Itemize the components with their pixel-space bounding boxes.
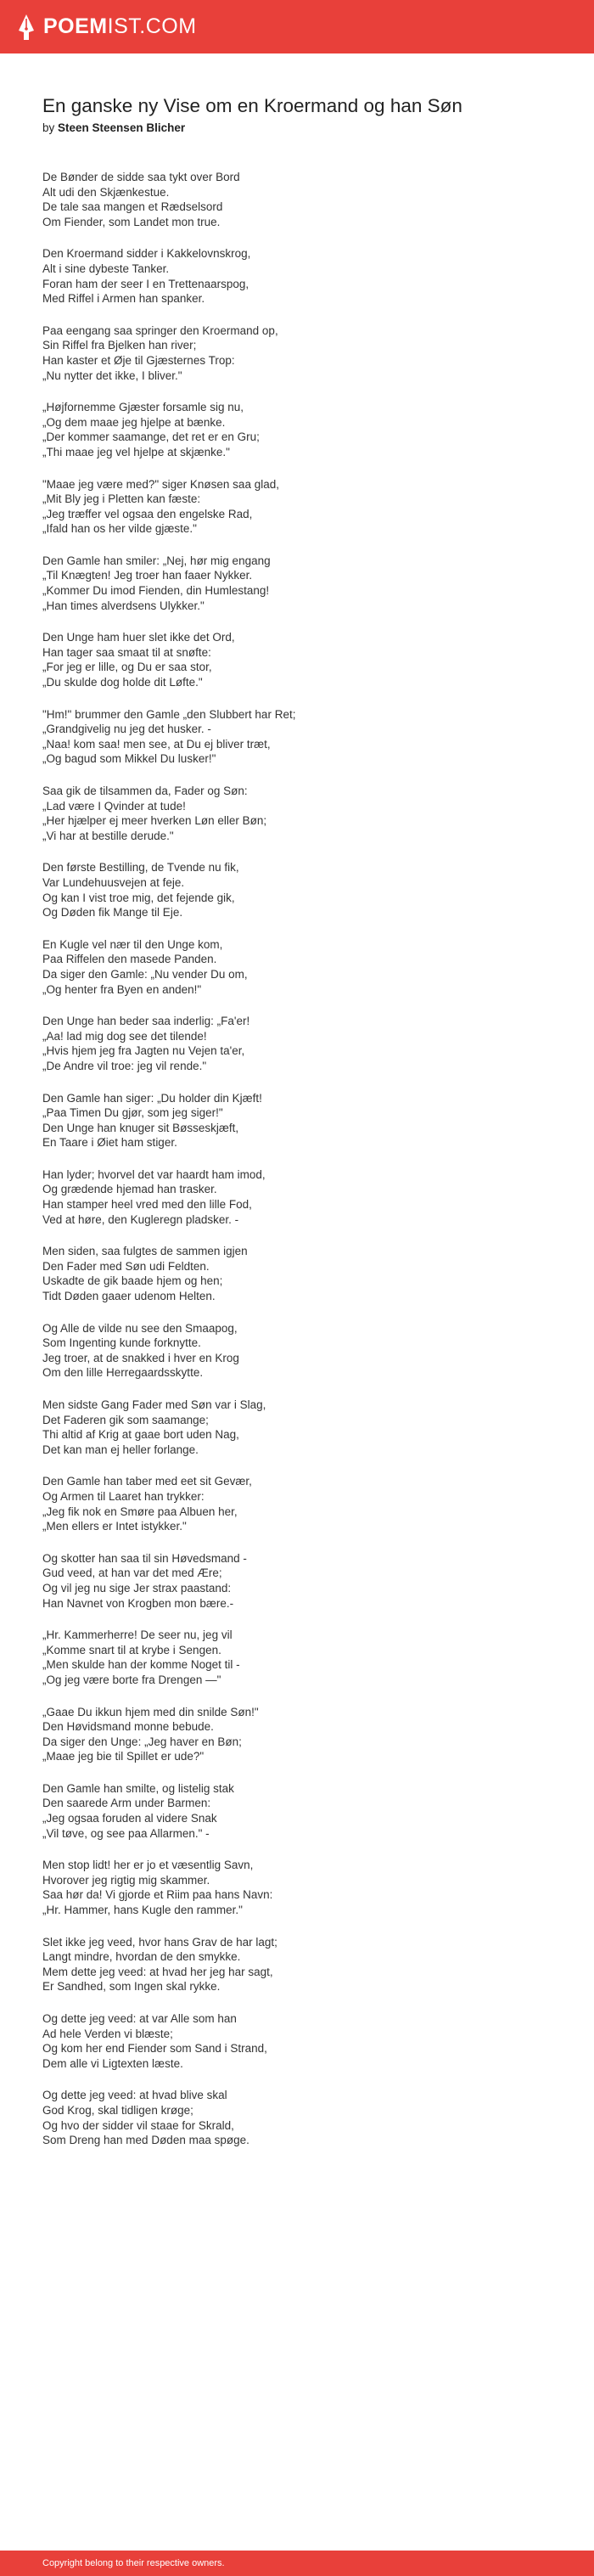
poem-line: „Jeg træffer vel ogsaa den engelske Rad,: [42, 507, 253, 520]
poem-line: En Taare i Øiet ham stiger.: [42, 1136, 177, 1150]
poem-line: Alt i sine dybeste Tanker.: [42, 262, 170, 275]
poem-line: Om den lille Herregaardsskytte.: [42, 1366, 204, 1380]
fountain-pen-nib-icon: [17, 14, 36, 41]
poem-line: Og Døden fik Mange til Eje.: [42, 906, 183, 920]
poem-stanza: [42, 1091, 560, 1150]
poem-line: Den saarede Arm under Barmen:: [42, 1797, 211, 1810]
poem-title: En ganske ny Vise om en Kroermand og han Søn: [42, 95, 462, 116]
poem-author: Steen Steensen Blicher: [58, 121, 186, 134]
poem-body: [42, 170, 560, 2148]
poem-line: Saa hør da! Vi gjorde et Riim paa hans Navn:: [42, 1888, 273, 1902]
poem-line: „For jeg er lille, og Du er saa stor,: [42, 661, 212, 674]
poem-line: „Nu nytter det ikke, I bliver.": [42, 368, 182, 382]
poem-stanza: [42, 1014, 560, 1073]
poem-stanza: [42, 1167, 560, 1227]
poem-line: Han kaster et Øje til Gjæsternes Trop:: [42, 353, 235, 367]
poem-line: En Kugle vel nær til den Unge kom,: [42, 937, 223, 951]
poem-line: Med Riffel i Armen han spanker.: [42, 292, 205, 306]
poem-line: Om Fiender, som Landet mon true.: [42, 215, 221, 228]
poem-line: De tale saa mangen et Rædselsord: [42, 200, 223, 214]
poem-line: „Aa! lad mig dog see det tilende!: [42, 1029, 207, 1043]
poem-line: Den Unge ham huer slet ikke det Ord,: [42, 631, 235, 644]
poem-line: „Og bagud som Mikkel Du lusker!": [42, 752, 216, 766]
poem-stanza: [42, 1321, 560, 1381]
poem-line: Sin Riffel fra Bjelken han river;: [42, 339, 197, 352]
poem-line: „Og dem maae jeg hjelpe at bænke.: [42, 415, 226, 429]
poem-line: Og Armen til Laaret han trykker:: [42, 1489, 205, 1503]
poem-stanza: [42, 554, 560, 613]
poem-line: Og kan I vist troe mig, det fejende gik,: [42, 891, 235, 904]
site-header: [0, 0, 594, 53]
poem-stanza: [42, 2011, 560, 2071]
poem-line: Uskadte de gik baade hjem og hen;: [42, 1274, 223, 1288]
poem-line: Og skotter han saa til sin Høvedsmand -: [42, 1551, 247, 1565]
poem-stanza: [42, 170, 560, 229]
poem-stanza: [42, 1781, 560, 1841]
poem-stanza: [42, 707, 560, 767]
poem-line: „Du skulde dog holde dit Løfte.": [42, 676, 203, 689]
poem-stanza: [42, 784, 560, 843]
byline-prefix: by: [42, 121, 55, 134]
poem-line: Det Faderen gik som saamange;: [42, 1413, 209, 1426]
poem-line: „Men skulde han der komme Noget til -: [42, 1658, 240, 1672]
poem-line: „Her hjælper ej meer hverken Løn eller Bøn;: [42, 814, 267, 828]
poem-line: „Naa! kom saa! men see, at Du ej bliver træt,: [42, 737, 271, 751]
poem-line: Foran ham der seer I en Trettenaarspog,: [42, 277, 249, 290]
poem-line: „Og henter fra Byen en anden!": [42, 982, 202, 996]
poem-line: Alt udi den Skjænkestue.: [42, 185, 170, 199]
poem-line: Slet ikke jeg veed, hvor hans Grav de har lagt;: [42, 1935, 277, 1949]
poem-stanza: [42, 1628, 560, 1687]
logo-light-part: IST.COM: [107, 14, 197, 38]
poem-line: „Gaae Du ikkun hjem med din snilde Søn!": [42, 1705, 259, 1718]
poem-stanza: [42, 860, 560, 920]
poem-line: „Ifald han os her vilde gjæste.": [42, 522, 197, 536]
poem-line: Jeg troer, at de snakked i hver en Krog: [42, 1351, 239, 1364]
poem-line: Paa eengang saa springer den Kroermand op,: [42, 323, 278, 337]
site-logo-text: [43, 14, 197, 39]
poem-line: „Vi har at bestille derude.": [42, 829, 174, 842]
site-footer: [0, 2551, 594, 2576]
poem-line: „Mit Bly jeg i Pletten kan fæste:: [42, 492, 201, 506]
poem-stanza: [42, 477, 560, 537]
poem-line: Ved at høre, den Kugleregn pladsker. -: [42, 1212, 239, 1226]
poem-line: Og vil jeg nu sige Jer strax paastand:: [42, 1581, 232, 1595]
poem-line: Som Ingenting kunde forknytte.: [42, 1336, 201, 1350]
poem-line: „Han times alverdsens Ulykker.": [42, 599, 205, 612]
poem-line: "Hm!" brummer den Gamle „den Slubbert har Ret;: [42, 707, 296, 721]
poem-line: Han stamper heel vred med den lille Fod,: [42, 1198, 252, 1212]
poem-line: Saa gik de tilsammen da, Fader og Søn:: [42, 785, 248, 797]
poem-line: Thi altid af Krig at gaae bort uden Nag,: [42, 1428, 239, 1442]
poem-stanza: [42, 1398, 560, 1457]
poem-line: Langt mindre, hvordan de den smykke.: [42, 1950, 241, 1964]
poem-line: „Der kommer saamange, det ret er en Gru;: [42, 430, 260, 444]
poem-line: „Komme snart til at krybe i Sengen.: [42, 1643, 221, 1656]
site-logo-link[interactable]: [17, 14, 197, 41]
poem-line: „Kommer Du imod Fienden, din Humlestang!: [42, 584, 270, 598]
poem-line: Han Navnet von Krogben mon bære.-: [42, 1596, 234, 1610]
poem-line: „Hr. Kammerherre! De seer nu, jeg vil: [42, 1628, 233, 1642]
poem-line: Paa Riffelen den masede Panden.: [42, 953, 217, 966]
poem-stanza: [42, 1858, 560, 1917]
poem-line: „Højfornemme Gjæster forsamle sig nu,: [42, 401, 244, 414]
poem-stanza: [42, 1244, 560, 1303]
poem-line: „Hr. Hammer, hans Kugle den rammer.": [42, 1904, 243, 1917]
poem-stanza: [42, 323, 560, 383]
poem-stanza: [42, 1935, 560, 1994]
poem-line: Men sidste Gang Fader med Søn var i Slag,: [42, 1398, 266, 1411]
poem-line: Det kan man ej heller forlange.: [42, 1443, 199, 1456]
poem-line: Han lyder; hvorvel det var haardt ham imod,: [42, 1167, 266, 1181]
poem-line: „Til Knægten! Jeg troer han faaer Nykker.: [42, 569, 253, 582]
poem-line: Gud veed, at han var det med Ære;: [42, 1566, 222, 1580]
poem-line: Og dette jeg veed: at var Alle som han: [42, 2012, 237, 2025]
poem-stanza: [42, 937, 560, 997]
poem-line: Den Gamle han smilte, og listelig stak: [42, 1781, 234, 1795]
poem-stanza: [42, 246, 560, 306]
poem-line: Er Sandhed, som Ingen skal rykke.: [42, 1980, 221, 1994]
poem-line: Den Høvidsmand monne bebude.: [42, 1720, 214, 1734]
poem-line: „Jeg ogsaa foruden al videre Snak: [42, 1812, 217, 1825]
poem-line: „Lad være I Qvinder at tude!: [42, 799, 186, 813]
poem-line: Mem dette jeg veed: at hvad her jeg har sagt,: [42, 1965, 273, 1978]
poem-line: „Men ellers er Intet istykker.": [42, 1520, 187, 1533]
poem-line: Og hvo der sidder vil staae for Skrald,: [42, 2118, 234, 2132]
poem-line: Den første Bestilling, de Tvende nu fik,: [42, 861, 239, 875]
poem-stanza: [42, 2088, 560, 2147]
poem-line: Tidt Døden gaaer udenom Helten.: [42, 1290, 216, 1303]
poem-line: De Bønder de sidde saa tykt over Bord: [42, 171, 240, 183]
poem-line: „Vil tøve, og see paa Allarmen." -: [42, 1826, 210, 1840]
poem-line: Da siger den Gamle: „Nu vender Du om,: [42, 967, 248, 981]
poem-line: Som Dreng han med Døden maa spøge.: [42, 2134, 249, 2147]
poem-byline: [42, 121, 560, 134]
poem-line: Den Unge han beder saa inderlig: „Fa'er!: [42, 1015, 250, 1028]
poem-line: God Krog, skal tidligen krøge;: [42, 2103, 193, 2117]
poem-stanza: [42, 400, 560, 459]
poem-line: Dem alle vi Ligtexten læste.: [42, 2056, 183, 2070]
poem-line: „Maae jeg bie til Spillet er ude?": [42, 1750, 205, 1763]
poem-article: [0, 53, 560, 2148]
poem-line: Den Gamle han siger: „Du holder din Kjæft!: [42, 1091, 262, 1105]
poem-stanza: [42, 1474, 560, 1533]
poem-line: "Maae jeg være med?" siger Knøsen saa glad,: [42, 477, 279, 491]
copyright-text: Copyright belong to their respective owners.: [42, 2558, 225, 2568]
poem-line: Og kom her end Fiender som Sand i Strand,: [42, 2042, 267, 2056]
poem-stanza: [42, 630, 560, 689]
poem-line: „Grandgivelig nu jeg det husker. -: [42, 723, 211, 736]
poem-line: Den Unge han knuger sit Bøsseskjæft,: [42, 1121, 239, 1134]
poem-line: Da siger den Unge: „Jeg haver en Bøn;: [42, 1735, 242, 1748]
poem-line: Var Lundehuusvejen at feje.: [42, 875, 185, 889]
poem-line: „Paa Timen Du gjør, som jeg siger!": [42, 1106, 223, 1120]
poem-line: Ad hele Verden vi blæste;: [42, 2027, 173, 2040]
logo-bold-part: POEM: [43, 14, 108, 38]
poem-line: „Og jeg være borte fra Drengen —": [42, 1673, 221, 1686]
poem-line: Han tager saa smaat til at snøfte:: [42, 645, 211, 659]
poem-stanza: [42, 1551, 560, 1611]
poem-line: „Hvis hjem jeg fra Jagten nu Vejen ta'er,: [42, 1044, 245, 1058]
poem-line: Den Gamle han smiler: „Nej, hør mig engang: [42, 554, 271, 567]
poem-line: Den Gamle han taber med eet sit Gevær,: [42, 1475, 252, 1488]
poem-line: Men siden, saa fulgtes de sammen igjen: [42, 1245, 248, 1258]
poem-line: Men stop lidt! her er jo et væsentlig Savn,: [42, 1859, 254, 1872]
poem-line: Hvorover jeg rigtig mig skammer.: [42, 1873, 210, 1887]
poem-line: Og dette jeg veed: at hvad blive skal: [42, 2089, 227, 2102]
poem-line: Den Kroermand sidder i Kakkelovnskrog,: [42, 247, 251, 261]
poem-line: Den Fader med Søn udi Feldten.: [42, 1259, 210, 1273]
poem-line: „De Andre vil troe: jeg vil rende.": [42, 1059, 207, 1072]
poem-line: „Jeg fik nok en Smøre paa Albuen her,: [42, 1505, 238, 1518]
poem-line: Og Alle de vilde nu see den Smaapog,: [42, 1321, 238, 1335]
poem-line: Og grædende hjemad han trasker.: [42, 1183, 217, 1196]
poem-stanza: [42, 1705, 560, 1764]
poem-line: „Thi maae jeg vel hjelpe at skjænke.": [42, 445, 230, 458]
